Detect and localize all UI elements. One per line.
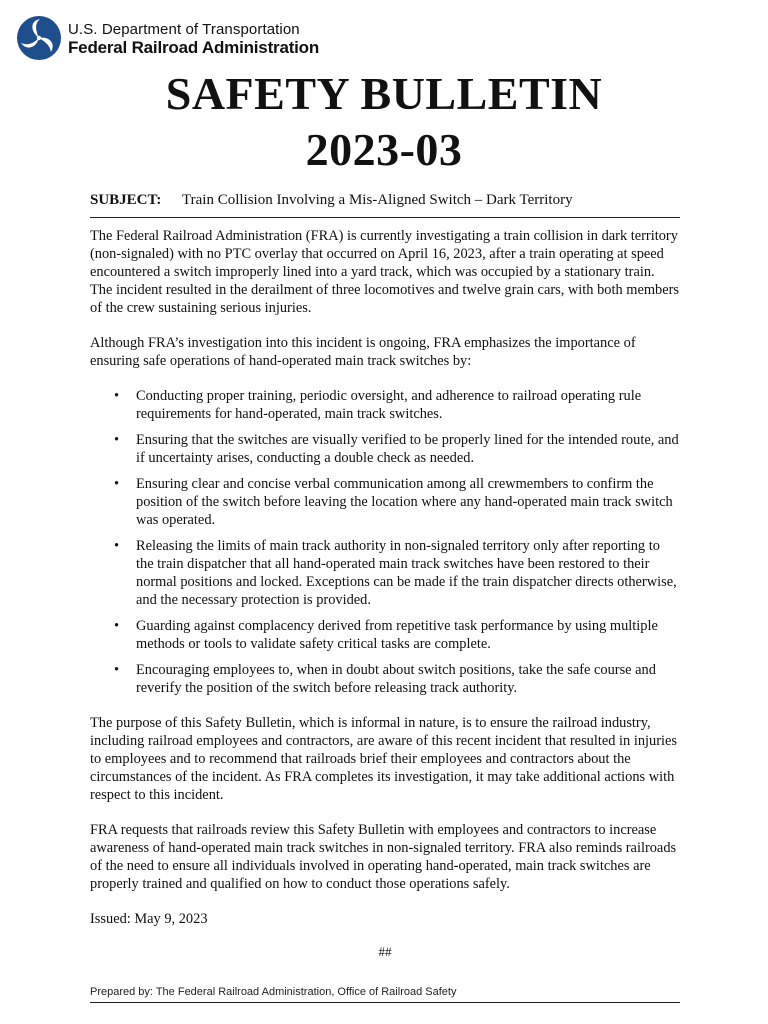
recommendation-list [90,387,680,697]
bullet-icon: • [114,538,120,554]
paragraph-purpose: The purpose of this Safety Bulletin, which is informal in nature, is to ensure the railroad industry, including railroad employees and contractors, are aware of this recent incident that resulted in injuries to employees and to recommend that railroads brief their employees and contractors about the circumstances of the incident. As FRA completes its investigation, it may take additional actions with respect to this incident. [90,715,678,803]
end-mark: ## [378,944,392,959]
bulletin-number: 2023-03 [305,124,463,175]
paragraph-emphasis: Although FRA’s investigation into this incident is ongoing, FRA emphasizes the importance of ensuring safe operations of hand-operated main track switches by: [90,335,636,369]
issued-date: Issued: May 9, 2023 [90,911,208,927]
bullet-icon: • [114,662,120,678]
subject-text: Train Collision Involving a Mis-Aligned Switch – Dark Territory [182,192,573,208]
bullet-icon: • [114,618,120,634]
administration-name: Federal Railroad Administration [68,38,320,57]
paragraph-intro: The Federal Railroad Administration (FRA) is currently investigating a train collision in dark territory (non-signaled) with no PTC overlay that occurred on April 16, 2023, after a train operating at speed encountered a switch improperly lined into a yard track, which was occupied by a stationary train. The incident resulted in the derailment of three locomotives and twelve grain cars, with both members of the crew sustaining serious injuries. [90,228,680,316]
paragraph-request: FRA requests that railroads review this Safety Bulletin with employees and contractors to increase awareness of hand-operated main track switches in non-signaled territory. FRA also reminds railroads of the need to ensure all individuals involved in operating hand-operated, main track switches are properly trained and qualified on how to conduct those operations safely. [90,822,677,892]
list-item: • Guarding against complacency derived from repetitive task performance by using multiple methods or tools to validate safety critical tasks are complete. [114,618,658,652]
bullet-icon: • [114,388,120,404]
bulletin-title: SAFETY BULLETIN [165,68,603,119]
bullet-icon: • [114,476,120,492]
subject-divider [90,217,680,218]
subject-line [90,190,573,210]
list-item: • Encouraging employees to, when in doubt about switch positions, take the safe course and reverify the position of the switch before releasing track authority. [114,662,656,696]
list-item: • Conducting proper training, periodic oversight, and adherence to railroad operating rule requirements for hand-operated, main track switches. [114,388,642,422]
agency-name [68,21,319,57]
prepared-by: Prepared by: The Federal Railroad Administration, Office of Railroad Safety [90,986,457,998]
dot-triskelion-logo [16,15,62,61]
list-item: • Releasing the limits of main track authority in non-signaled territory only after reporting to the train dispatcher that all hand-operated main track switches have been restored to their normal positions and locked. Exceptions can be made if the train dispatcher directs otherwise, and the necessary protection is provided. [114,538,677,608]
subject-label: SUBJECT: [90,192,162,208]
footer-divider [90,1002,680,1003]
department-name: U.S. Department of Transportation [68,21,300,38]
list-item: • Ensuring clear and concise verbal communication among all crewmembers to confirm the position of the switch before leaving the location where any hand-operated main track switch was operated. [114,476,673,528]
list-item: • Ensuring that the switches are visually verified to be properly lined for the intended route, and if uncertainty arises, conducting a double check as needed. [114,432,679,466]
bullet-icon: • [114,432,120,448]
bulletin-body [90,227,680,961]
